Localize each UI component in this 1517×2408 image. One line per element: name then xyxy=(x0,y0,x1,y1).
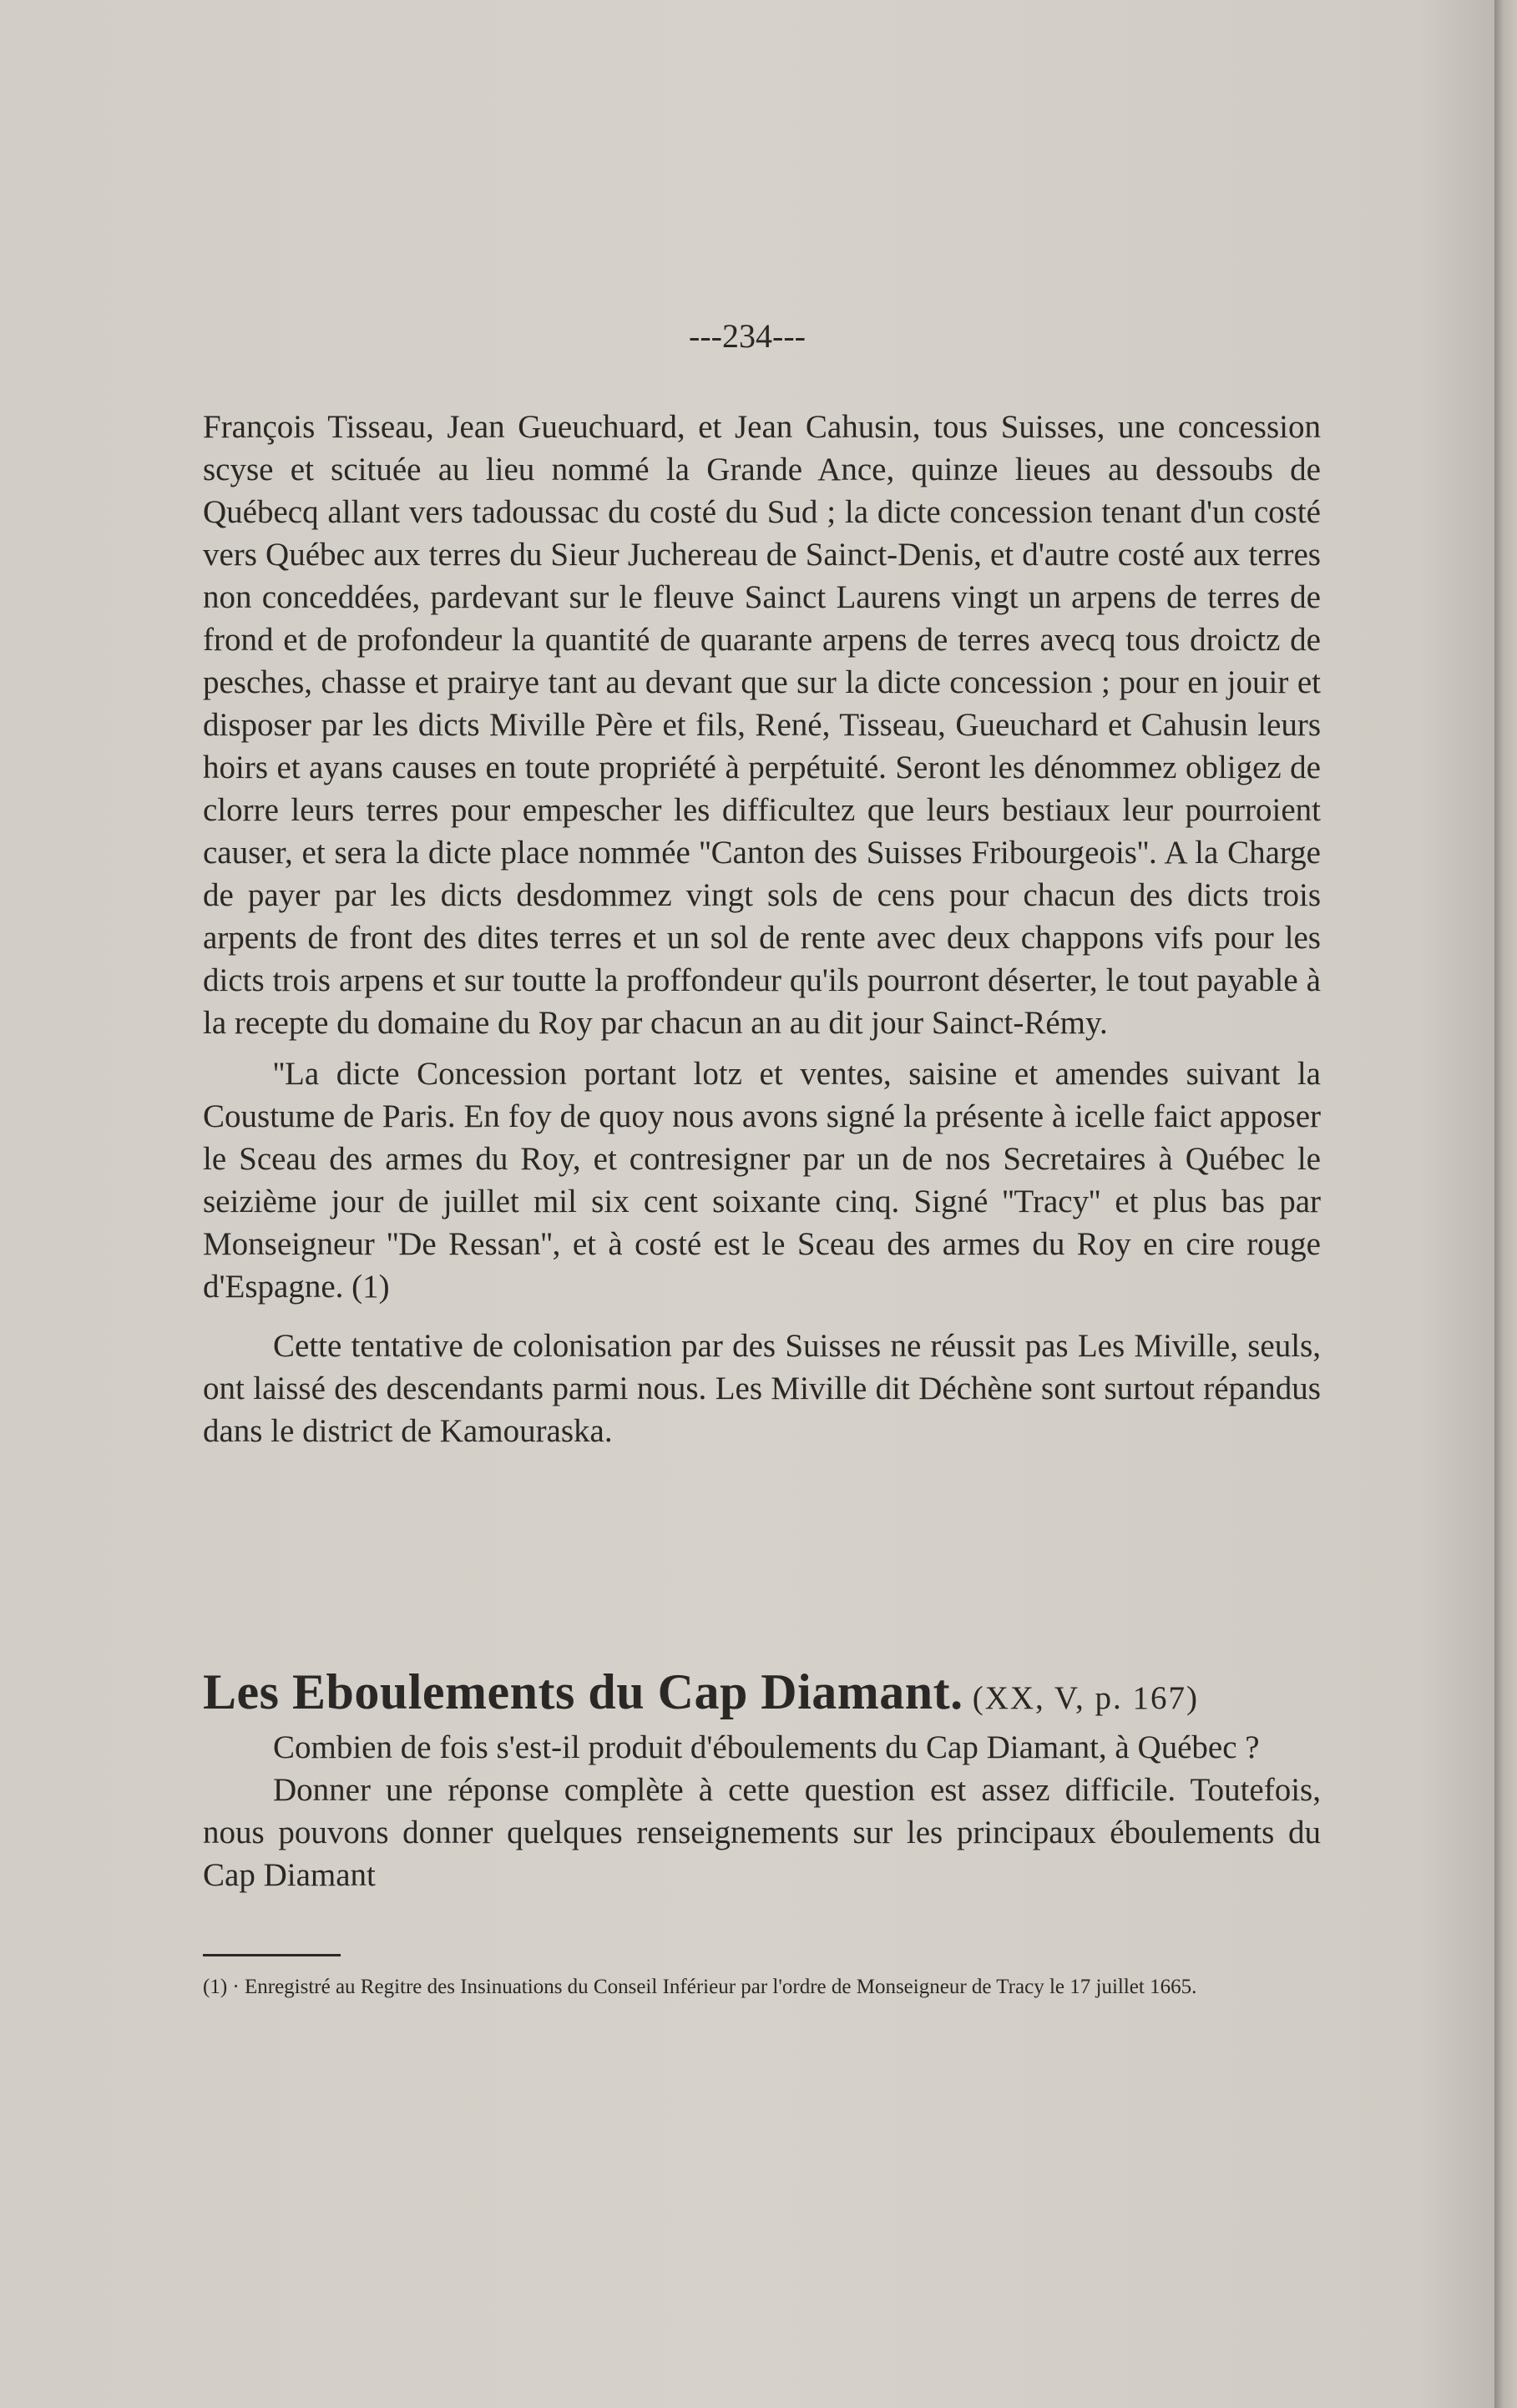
section-reference: (XX, V, p. 167) xyxy=(972,1680,1199,1716)
footnote-divider xyxy=(203,1954,341,1956)
paragraph-concession: François Tisseau, Jean Gueuchuard, et Jean Cahusin, tous Suisses, une concession scyse et scituée au lieu nommé la Grande Ance, quinze lieues au dessoubs de Québecq allant vers tadoussac du costé du Sud ; la dicte concession tenant d'un costé vers Québec aux terres du Sieur Juchereau de Sainct-Denis, et d'autre costé aux terres non conceddées, pardevant sur le fleuve Sainct Laurens vingt un arpens de terres de frond et de profondeur la quantité de quarante arpens de terres avecq tous droictz de pesches, chasse et prairye tant au devant que sur la dicte concession ; pour en jouir et disposer par les dicts Miville Père et fils, René, Tisseau, Gueuchard et Cahusin leurs hoirs et ayans causes en toute propriété à perpétuité. Seront les dénommez obligez de clorre leurs terres pour empescher les difficultez que leurs bestiaux leur pourroient causer, et sera la dicte place nommée ''Canton des Suisses Fribourgeois''. A la Charge de payer par les dicts desdommez vingt sols de cens pour chacun des dicts trois arpents de front des dites terres et un sol de rente avec deux chappons vifs pour les dicts trois arpens et sur toutte la proffondeur qu'ils pourront déserter, le tout payable à la recepte du domaine du Roy par chacun an au dit jour Sainct-Rémy. xyxy=(203,409,1321,1041)
section-title: Les Eboulements du Cap Diamant. xyxy=(203,1664,963,1719)
section-text-block xyxy=(203,1726,1321,1896)
page-number: ---234--- xyxy=(689,317,806,355)
concession-text-block xyxy=(203,406,1321,1452)
paragraph-tentative: Cette tentative de colonisation par des Suisses ne réussit pas Les Miville, seuls, ont laissé des descendants parmi nous. Les Miville dit Déchène sont surtout répandus dans le district de Kamouraska. xyxy=(203,1328,1321,1449)
section-answer: Donner une réponse complète à cette question est assez difficile. Toutefois, nous pouvons donner quelques renseignements sur les principaux éboulements du Cap Diamant xyxy=(203,1772,1321,1893)
page-edge xyxy=(1494,0,1517,2408)
section-heading xyxy=(203,1663,1321,1721)
paragraph-coutume: ''La dicte Concession portant lotz et ventes, saisine et amendes suivant la Coustume de Paris. En foy de quoy nous avons signé la présente à icelle faict apposer le Sceau des armes du Roy, et contresigner par un de nos Secretaires à Québec le seizième jour de juillet mil six cent soixante cinq. Signé ''Tracy'' et plus bas par Monseigneur ''De Ressan'', et à costé est le Sceau des armes du Roy en cire rouge d'Espagne. (1) xyxy=(203,1056,1321,1305)
section-question: Combien de fois s'est-il produit d'éboulements du Cap Diamant, à Québec ? xyxy=(273,1729,1260,1765)
footnote: (1) · Enregistré au Regitre des Insinuations du Conseil Inférieur par l'ordre de Monseigneur de Tracy le 17 juillet 1665. xyxy=(203,1976,1197,1998)
